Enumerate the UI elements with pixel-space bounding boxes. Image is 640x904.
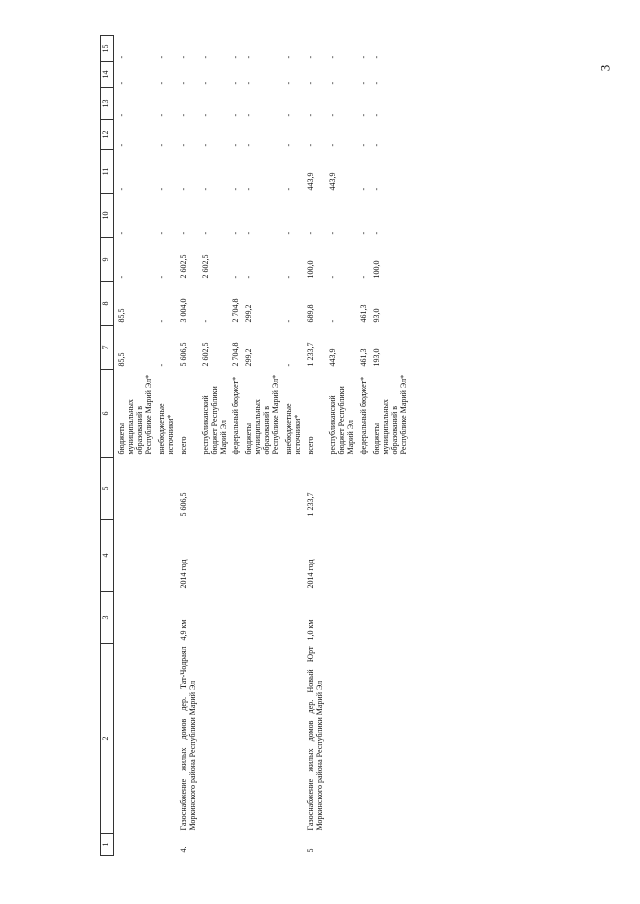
cell-col-9: - [117,275,126,279]
cell-col-3 [230,592,243,644]
cell-col-12: - [306,143,316,147]
column-number: 4 [101,520,114,592]
cell-col-12: - [117,143,126,147]
cell-col-6: внебюджетные источники* [284,403,303,455]
cell-col-2 [200,644,231,834]
cell-col-13: - [200,113,210,117]
table-row [371,36,411,856]
cell-col-15: - [284,55,294,59]
cell-col-14: - [358,81,368,85]
cell-col-8: 299,2 [244,304,254,323]
cell-col-3 [156,592,178,644]
cell-col-13: - [306,113,316,117]
cell-col-6: республиканский бюджет Республики Марий Эл [200,386,228,455]
cell-col-9: 2 602,5 [178,254,188,279]
cell-col-6: бюджеты муниципальных образований в Республике Марий Эл* [117,374,153,455]
cell-col-5: 5 606,5 [178,492,188,517]
column-number: 15 [101,36,114,62]
cell-col-8: 2 704,8 [231,298,241,323]
cell-col-9: - [328,275,338,279]
cell-col-15: - [200,55,210,59]
cell-col-6: федеральный бюджет* [358,376,368,455]
cell-col-6: бюджеты муниципальных образований в Республике Марий Эл* [371,374,408,455]
cell-col-8: 461,3 [358,304,368,323]
cell-col-12: - [244,143,254,147]
cell-col-6: федеральный бюджет* [231,376,241,455]
cell-col-7: 2 704,8 [231,342,241,367]
cell-col-8: 93,0 [371,308,381,323]
table-row [305,36,327,856]
cell-col-11: - [200,187,210,191]
cell-col-13: - [244,113,254,117]
cell-col-3 [200,592,231,644]
cell-col-1 [116,834,156,856]
cell-col-8: - [200,319,210,323]
cell-col-7: 2 602,5 [200,342,210,367]
cell-col-2: Газоснабжение жилых домов дер. Новый Юрт Моркинского района Республики Марий Эл [306,646,325,831]
cell-col-10: - [358,231,368,235]
cell-col-2 [283,644,305,834]
cell-col-7: 5 606,5 [178,342,188,367]
cell-col-11: - [284,187,294,191]
cell-col-10: - [178,231,188,235]
cell-col-2 [243,644,283,834]
cell-col-10: - [117,231,126,235]
cell-col-1: 5 [306,848,316,853]
cell-col-2 [327,644,358,834]
cell-col-11: - [244,187,254,191]
cell-col-1 [243,834,283,856]
cell-col-4: 2014 год [306,559,316,589]
column-number-row [101,36,114,856]
cell-col-15: - [244,55,254,59]
cell-col-13: - [371,113,381,117]
cell-col-1 [327,834,358,856]
cell-col-7: 299,2 [244,348,254,367]
cell-col-8: 689,8 [306,304,316,323]
cell-col-11: 443,9 [306,172,316,191]
cell-col-15: - [371,55,381,59]
cell-col-11: - [156,187,166,191]
column-number: 1 [101,834,114,856]
cell-col-3: 4,9 км [178,619,188,641]
cell-col-2 [371,644,411,834]
cell-col-1 [358,834,371,856]
cell-col-1 [230,834,243,856]
column-number: 2 [101,644,114,834]
program-table [100,35,411,856]
cell-col-3: 1,0 км [306,619,316,641]
cell-col-11: - [117,187,126,191]
cell-col-11: - [371,187,381,191]
cell-col-7: 193,0 [371,348,381,367]
column-number: 5 [101,458,114,520]
cell-col-10: - [328,231,338,235]
cell-col-9: 100,0 [306,260,316,279]
table-row [200,36,231,856]
cell-col-12: - [156,143,166,147]
cell-col-11: - [231,187,241,191]
cell-col-3 [327,592,358,644]
cell-col-15: - [358,55,368,59]
cell-col-6: бюджеты муниципальных образований в Республике Марий Эл* [244,374,281,455]
cell-col-4 [371,520,411,592]
table-row [358,36,371,856]
cell-col-5 [243,458,283,520]
cell-col-10: - [200,231,210,235]
cell-col-9: - [284,275,294,279]
column-number: 14 [101,62,114,88]
cell-col-1: 4. [178,846,188,853]
cell-col-6: республиканский бюджет Республики Марий Эл [328,386,355,455]
cell-col-10: - [371,231,381,235]
cell-col-3 [116,592,156,644]
cell-col-11: - [178,187,188,191]
cell-col-14: - [371,81,381,85]
cell-col-8: - [156,319,166,323]
cell-col-15: - [328,55,338,59]
cell-col-13: - [156,113,166,117]
rotated-table-container [100,36,540,856]
cell-col-12: - [231,143,241,147]
cell-col-5 [200,458,231,520]
cell-col-7: 85,5 [117,352,126,367]
cell-col-7: 443,9 [328,348,338,367]
cell-col-12: - [200,143,210,147]
column-number: 8 [101,282,114,326]
cell-col-4 [230,520,243,592]
table-row [178,36,200,856]
cell-col-5 [358,458,371,520]
column-number: 7 [101,326,114,370]
cell-col-2 [156,644,178,834]
cell-col-7: 1 233,7 [306,342,316,367]
cell-col-9: - [358,275,368,279]
cell-col-14: - [284,81,294,85]
cell-col-9: - [244,275,254,279]
cell-col-5 [116,458,156,520]
cell-col-6: всего [306,436,316,455]
cell-col-14: - [178,81,188,85]
cell-col-15: - [178,55,188,59]
cell-col-3 [243,592,283,644]
cell-col-5 [327,458,358,520]
cell-col-9: - [231,275,241,279]
cell-col-14: - [306,81,316,85]
cell-col-4 [283,520,305,592]
column-number: 11 [101,150,114,194]
cell-col-13: - [178,113,188,117]
cell-col-10: - [231,231,241,235]
cell-col-4 [327,520,358,592]
cell-col-10: - [156,231,166,235]
cell-col-5 [156,458,178,520]
cell-col-7: - [156,363,166,367]
cell-col-4 [156,520,178,592]
cell-col-8: 85,5 [117,308,126,323]
cell-col-4 [200,520,231,592]
cell-col-15: - [231,55,241,59]
table-row [327,36,358,856]
column-number: 12 [101,120,114,150]
cell-col-13: - [284,113,294,117]
cell-col-14: - [328,81,338,85]
cell-col-4 [116,520,156,592]
cell-col-13: - [231,113,241,117]
cell-col-14: - [117,81,126,85]
cell-col-12: - [358,143,368,147]
cell-col-2: Газоснабжение жилых домов дер. Тат-Чодраял Моркинского района Республики Марий Эл [178,646,197,831]
cell-col-3 [371,592,411,644]
cell-col-2 [230,644,243,834]
table-row [116,36,156,856]
cell-col-4: 2014 год [178,559,188,589]
table-row [156,36,178,856]
column-number: 13 [101,88,114,120]
page-number: 3 [597,64,613,72]
cell-col-2 [358,644,371,834]
cell-col-13: - [117,113,126,117]
cell-col-1 [283,834,305,856]
cell-col-14: - [200,81,210,85]
cell-col-9: 100,0 [371,260,381,279]
cell-col-8: - [328,319,338,323]
table-row [243,36,283,856]
cell-col-15: - [306,55,316,59]
table-row [283,36,305,856]
cell-col-5 [371,458,411,520]
cell-col-10: - [244,231,254,235]
cell-col-11: 443,9 [328,172,338,191]
cell-col-12: - [328,143,338,147]
cell-col-5 [283,458,305,520]
cell-col-3 [283,592,305,644]
cell-col-15: - [117,55,126,59]
cell-col-5 [230,458,243,520]
cell-col-15: - [156,55,166,59]
cell-col-12: - [284,143,294,147]
cell-col-2 [116,644,156,834]
cell-col-8: 3 004,0 [178,298,188,323]
cell-col-6: внебюджетные источники* [156,403,175,455]
cell-col-5: 1 233,7 [306,492,316,517]
cell-col-6: всего [178,436,188,455]
cell-col-3 [358,592,371,644]
column-number: 3 [101,592,114,644]
cell-col-9: 2 602,5 [200,254,210,279]
column-number: 9 [101,238,114,282]
cell-col-4 [243,520,283,592]
cell-col-7: 461,3 [358,348,368,367]
table-body [101,36,411,856]
cell-col-8: - [284,319,294,323]
cell-col-1 [156,834,178,856]
cell-col-13: - [358,113,368,117]
cell-col-10: - [284,231,294,235]
cell-col-4 [358,520,371,592]
cell-col-12: - [371,143,381,147]
cell-col-1 [200,834,231,856]
cell-col-10: - [306,231,316,235]
cell-col-12: - [178,143,188,147]
cell-col-7: - [284,363,294,367]
cell-col-9: - [156,275,166,279]
column-number: 10 [101,194,114,238]
cell-col-14: - [156,81,166,85]
cell-col-14: - [231,81,241,85]
table-row [230,36,243,856]
cell-col-11: - [358,187,368,191]
cell-col-13: - [328,113,338,117]
cell-col-14: - [244,81,254,85]
column-number: 6 [101,370,114,458]
cell-col-1 [371,834,411,856]
